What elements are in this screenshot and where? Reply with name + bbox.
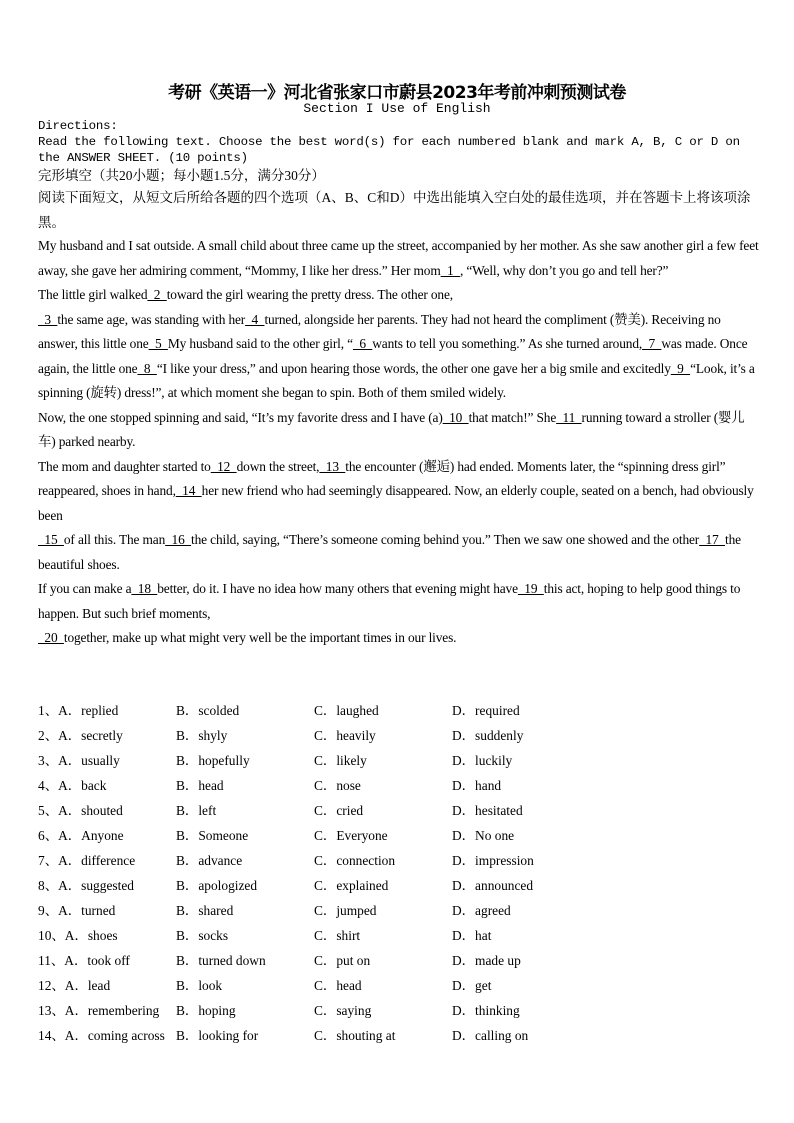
blank-14: 14 (175, 483, 202, 498)
option-D: D．hat (452, 928, 492, 943)
option-D: D．announced (452, 878, 534, 893)
option-C: C．saying (314, 1003, 372, 1018)
option-A: 8、A．suggested (38, 878, 134, 893)
question-5 (38, 798, 758, 823)
question-2 (38, 723, 758, 748)
option-C: C．put on (314, 953, 371, 968)
question-7 (38, 848, 758, 873)
paragraph (38, 455, 762, 529)
passage-text: was made. Once again, the little one (38, 336, 748, 376)
paragraph (38, 406, 762, 455)
option-C: C．shouting at (314, 1028, 396, 1043)
section-heading: Section I Use of English (303, 101, 491, 116)
option-D: D．agreed (452, 903, 511, 918)
passage-text: of all this. The man (63, 532, 166, 547)
passage-text: My husband said to the other girl, “ (167, 336, 353, 351)
passage-text: this act, hoping to help good things to happen. But such brief moments, (38, 581, 741, 621)
passage-text: the beautiful shoes. (38, 532, 741, 572)
option-C: C．Everyone (314, 828, 388, 843)
passage-text: The mom and daughter started to (38, 458, 211, 474)
passage-text: turned, alongside her parents. They had not heard the compliment (赞美). Receiving no answer, this little one (38, 311, 721, 351)
passage-text: the child, saying, “There’s someone coming behind you.” Then we saw one showed and the other (191, 532, 700, 547)
passage-text: “I like your dress,” and upon hearing those words, the other one gave her a big smile and excitedly (156, 360, 671, 376)
blank-18: 18 (131, 581, 158, 596)
option-C: C．connection (314, 853, 396, 868)
option-B: B．apologized (176, 878, 258, 893)
blank-10: 10 (442, 409, 469, 425)
option-A: 9、A．turned (38, 903, 116, 918)
option-A: 13、A．remembering (38, 1003, 160, 1018)
blank-13: 13 (319, 458, 346, 474)
blank-4: 4 (245, 311, 265, 327)
passage-text: the encounter (邂逅) had ended. Moments later, the “spinning dress girl” reappeared, shoes in hand, (38, 458, 726, 498)
passage-text: “Look, it’s a spinning (旋转) dress!”, at which moment she began to spin. Both of them smiled widely. (38, 360, 755, 400)
option-A: 1、A．replied (38, 703, 119, 718)
blank-7: 7 (642, 336, 662, 351)
option-B: B．socks (176, 928, 229, 943)
blank-2: 2 (147, 287, 167, 302)
passage-text: wants to tell you something.” As she turned around, (372, 336, 643, 351)
option-B: B．hoping (176, 1003, 236, 1018)
option-D: D．suddenly (452, 728, 524, 743)
question-1 (38, 698, 758, 723)
option-C: C．jumped (314, 903, 377, 918)
question-12 (38, 973, 758, 998)
blank-17: 17 (699, 532, 725, 547)
cn-instruction: 阅读下面短文，从短文后所给各题的四个选项（A、B、C和D）中选出能填入空白处的最佳选项，并在答题卡上将该项涂黑。 (38, 190, 751, 230)
passage (38, 234, 762, 651)
option-D: D．get (452, 978, 492, 993)
option-A: 10、A．shoes (38, 928, 118, 943)
passage-text: down the street, (236, 458, 320, 474)
option-B: B．look (176, 978, 223, 993)
paragraph (38, 626, 762, 651)
option-C: C．heavily (314, 728, 376, 743)
option-D: D．required (452, 703, 520, 718)
passage-text: The little girl walked (38, 287, 148, 302)
question-13 (38, 998, 758, 1023)
option-B: B．shared (176, 903, 234, 918)
option-B: B．Someone (176, 828, 249, 843)
blank-1: 1 (440, 262, 460, 278)
option-C: C．nose (314, 778, 361, 793)
passage-text: the same age, was standing with her (57, 311, 246, 327)
option-A: 4、A．back (38, 778, 107, 793)
question-10 (38, 923, 758, 948)
question-8 (38, 873, 758, 898)
option-D: D．impression (452, 853, 534, 868)
option-B: B．advance (176, 853, 243, 868)
option-C: C．likely (314, 753, 367, 768)
passage-text: together, make up what might very well be the important times in our lives. (63, 630, 457, 645)
passage-text: Now, the one stopped spinning and said, “It’s my favorite dress and I have (a) (38, 409, 443, 425)
option-D: D．calling on (452, 1028, 529, 1043)
paragraph (38, 234, 762, 283)
option-A: 11、A．took off (38, 953, 130, 968)
option-A: 7、A．difference (38, 853, 136, 868)
option-D: D．hand (452, 778, 502, 793)
blank-12: 12 (210, 458, 237, 474)
option-D: D．No one (452, 828, 515, 843)
option-C: C．shirt (314, 928, 361, 943)
question-14 (38, 1023, 758, 1048)
option-C: C．explained (314, 878, 389, 893)
option-D: D．thinking (452, 1003, 520, 1018)
option-A: 14、A．coming across (38, 1028, 165, 1043)
blank-9: 9 (670, 360, 691, 376)
option-B: B．turned down (176, 953, 266, 968)
option-B: B．head (176, 778, 224, 793)
passage-text: , “Well, why don’t you go and tell her?” (459, 262, 669, 278)
passage-text: her new friend who had seemingly disappeared. Now, an elderly couple, seated on a bench, had obviously been (38, 483, 754, 523)
paragraph (38, 283, 762, 308)
blank-15: 15 (38, 532, 64, 547)
directions-label: Directions: (38, 119, 118, 133)
blank-3: 3 (38, 311, 58, 327)
option-B: B．looking for (176, 1028, 259, 1043)
option-A: 5、A．shouted (38, 803, 123, 818)
options-list (38, 698, 758, 1048)
paragraph (38, 308, 762, 406)
blank-5: 5 (148, 336, 168, 351)
question-3 (38, 748, 758, 773)
option-A: 2、A．secretly (38, 728, 123, 743)
blank-16: 16 (165, 532, 192, 547)
blank-20: 20 (38, 630, 64, 645)
passage-text: toward the girl wearing the pretty dress. The other one, (166, 287, 453, 302)
option-A: 6、A．Anyone (38, 828, 124, 843)
passage-text: If you can make a (38, 581, 132, 596)
cn-header: 完形填空（共20小题；每小题1.5分，满分30分） (38, 168, 325, 183)
option-C: C．head (314, 978, 362, 993)
passage-text: running toward a stroller (婴儿车) parked nearby. (38, 409, 745, 449)
option-D: D．luckily (452, 753, 513, 768)
option-C: C．cried (314, 803, 364, 818)
option-B: B．hopefully (176, 753, 250, 768)
directions-text: Read the following text. Choose the best word(s) for each numbered blank and mark A, B, C or D on the ANSWER SHEET. (10 points) (38, 135, 740, 165)
option-B: B．left (176, 803, 217, 818)
question-6 (38, 823, 758, 848)
blank-8: 8 (137, 360, 157, 376)
option-B: B．shyly (176, 728, 228, 743)
option-D: D．made up (452, 953, 521, 968)
question-11 (38, 948, 758, 973)
passage-text: that match!” She (468, 409, 557, 425)
page-title: 考研《英语一》河北省张家口市蔚县2023年考前冲刺预测试卷 (168, 83, 626, 103)
option-A: 3、A．usually (38, 753, 120, 768)
paragraph (38, 528, 762, 577)
question-9 (38, 898, 758, 923)
option-B: B．scolded (176, 703, 240, 718)
option-C: C．laughed (314, 703, 379, 718)
question-4 (38, 773, 758, 798)
option-A: 12、A．lead (38, 978, 111, 993)
option-D: D．hesitated (452, 803, 523, 818)
paragraph (38, 577, 762, 626)
passage-text: My husband and I sat outside. A small child about three came up the street, accompanied by her mother. As she saw another girl a few feet away, she gave her admiring comment, “Mommy, I like her dress.” Her mom (38, 238, 759, 278)
passage-text: better, do it. I have no idea how many others that evening might have (157, 581, 518, 596)
blank-11: 11 (556, 409, 582, 425)
blank-19: 19 (517, 581, 544, 596)
blank-6: 6 (352, 336, 373, 351)
